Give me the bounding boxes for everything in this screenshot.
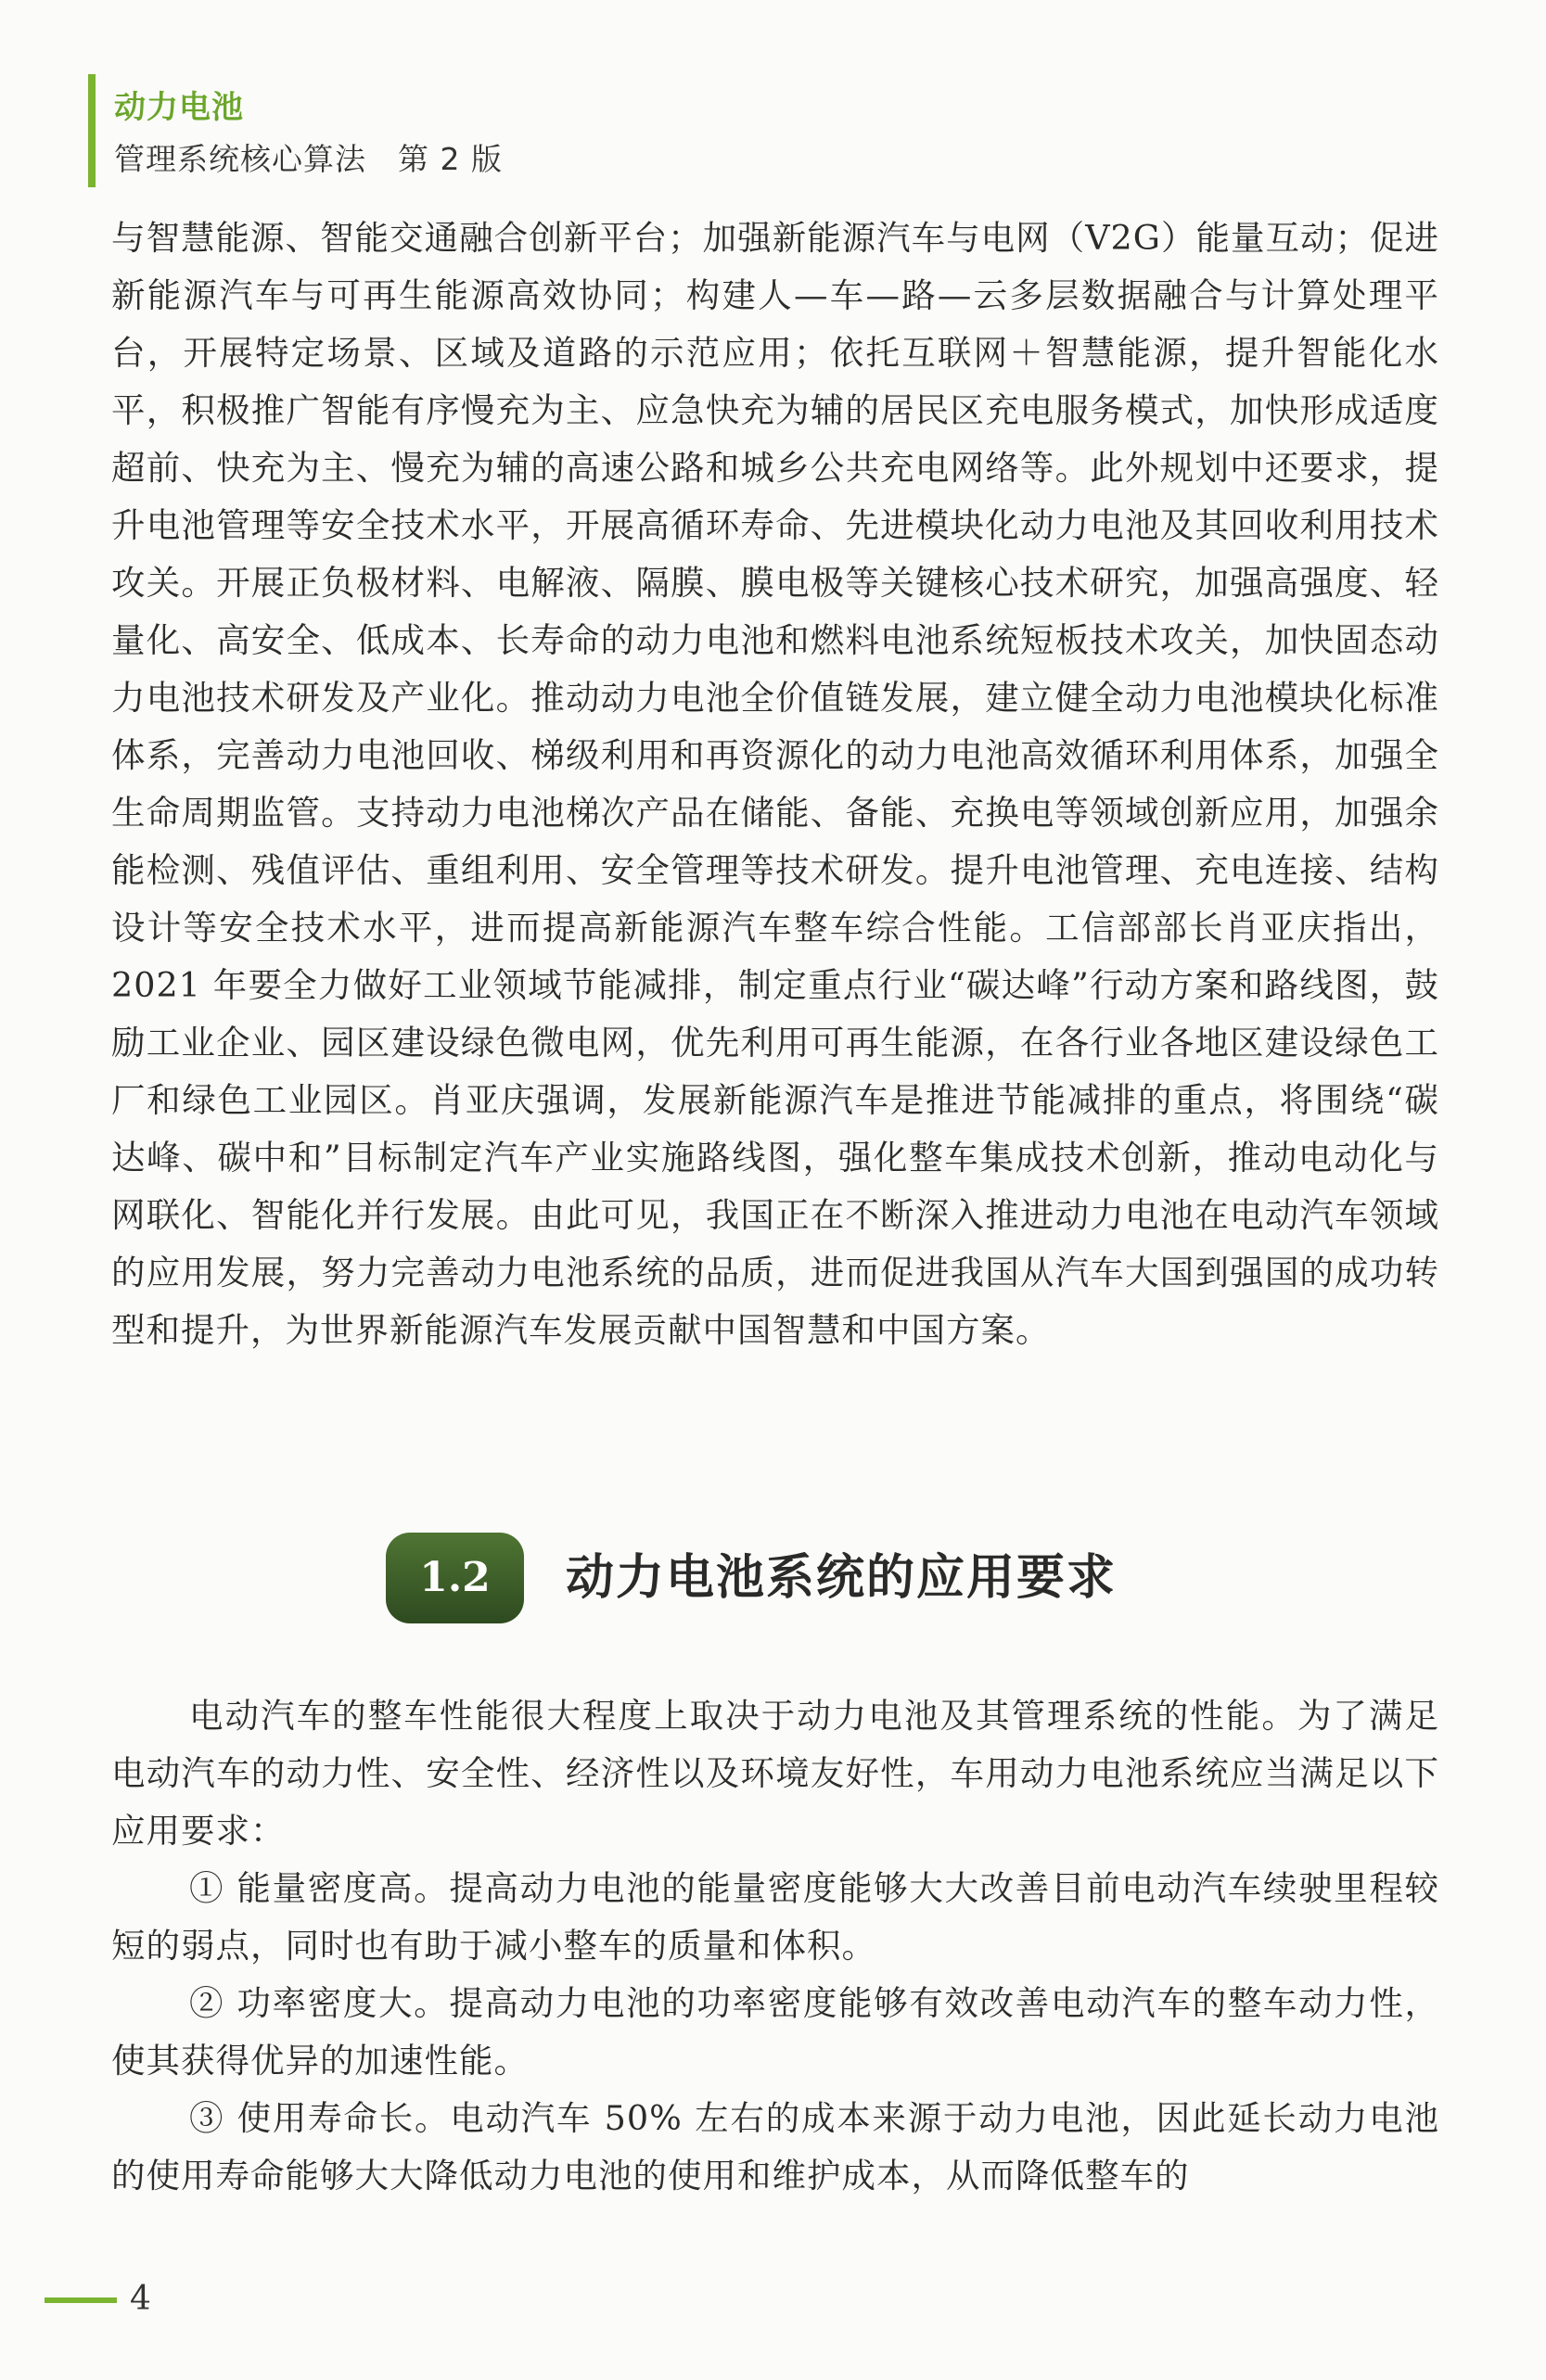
page-number: 4 (130, 2280, 151, 2318)
header-subtitle: 管理系统核心算法 第 2 版 (114, 141, 503, 177)
requirement-item-service-life: ③ 使用寿命长。电动汽车 50% 左右的成本来源于动力电池，因此延长动力电池的使用寿命能够大大降低动力电池的使用和维护成本，从而降低整车的 (111, 2098, 1439, 2195)
header-accent-bar (88, 74, 96, 187)
intro-paragraph: 与智慧能源、智能交通融合创新平台；加强新能源汽车与电网（V2G）能量互动；促进新能源汽车与可再生能源高效协同；构建人—车—路—云多层数据融合与计算处理平台，开展特定场景、区域及道路的示范应用；依托互联网＋智慧能源，提升智能化水平，积极推广智能有序慢充为主、应急快充为辅的居民区充电服务模式，加快形成适度超前、快充为主、慢充为辅的高速公路和城乡公共充电网络等。此外规划中还要求，提升电池管理等安全技术水平，开展高循环寿命、先进模块化动力电池及其回收利用技术攻关。开展正负极材料、电解液、隔膜、膜电极等关键核心技术研究，加强高强度、轻量化、高安全、低成本、长寿命的动力电池和燃料电池系统短板技术攻关，加快固态动力电池技术研发及产业化。推动动力电池全价值链发展，建立健全动力电池模块化标准体系，完善动力电池回收、梯级利用和再资源化的动力电池高效循环利用体系，加强全生命周期监管。支持动力电池梯次产品在储能、备能、充换电等领域创新应用，加强余能检测、残值评估、重组利用、安全管理等技术研发。提升电池管理、充电连接、结构设计等安全技术水平，进而提高新能源汽车整车综合性能。工信部部长肖亚庆指出，2021 年要全力做好工业领域节能减排，制定重点行业“碳达峰”行动方案和路线图，鼓励工业企业、园区建设绿色微电网，优先利用可再生能源，在各行业各地区建设绿色工厂和绿色工业园区。肖亚庆强调，发展新能源汽车是推进节能减排的重点，将围绕“碳达峰、碳中和”目标制定汽车产业实施路线图，强化整车集成技术创新，推动电动化与网联化、智能化并行发展。由此可见，我国正在不断深入推进动力电池在电动汽车领域的应用发展，努力完善动力电池系统的品质，进而促进我国从汽车大国到强国的成功转型和提升，为世界新能源汽车发展贡献中国智慧和中国方案。 (111, 218, 1439, 1350)
header-book-title: 动力电池 (114, 89, 244, 126)
requirement-item-power-density: ② 功率密度大。提高动力电池的功率密度能够有效改善电动汽车的整车动力性，使其获得优异的加速性能。 (111, 1983, 1439, 2081)
section-intro-paragraph: 电动汽车的整车性能很大程度上取决于动力电池及其管理系统的性能。为了满足电动汽车的动力性、安全性、经济性以及环境友好性，车用动力电池系统应当满足以下应用要求： (111, 1696, 1439, 1851)
requirement-item-energy-density: ① 能量密度高。提高动力电池的能量密度能够大大改善目前电动汽车续驶里程较短的弱点，同时也有助于减小整车的质量和体积。 (111, 1868, 1439, 1966)
running-header (88, 74, 737, 187)
section-title: 动力电池系统的应用要求 (566, 1550, 1118, 1606)
section-number-badge: 1.2 (386, 1533, 524, 1623)
footer-accent-rule (45, 2297, 117, 2303)
